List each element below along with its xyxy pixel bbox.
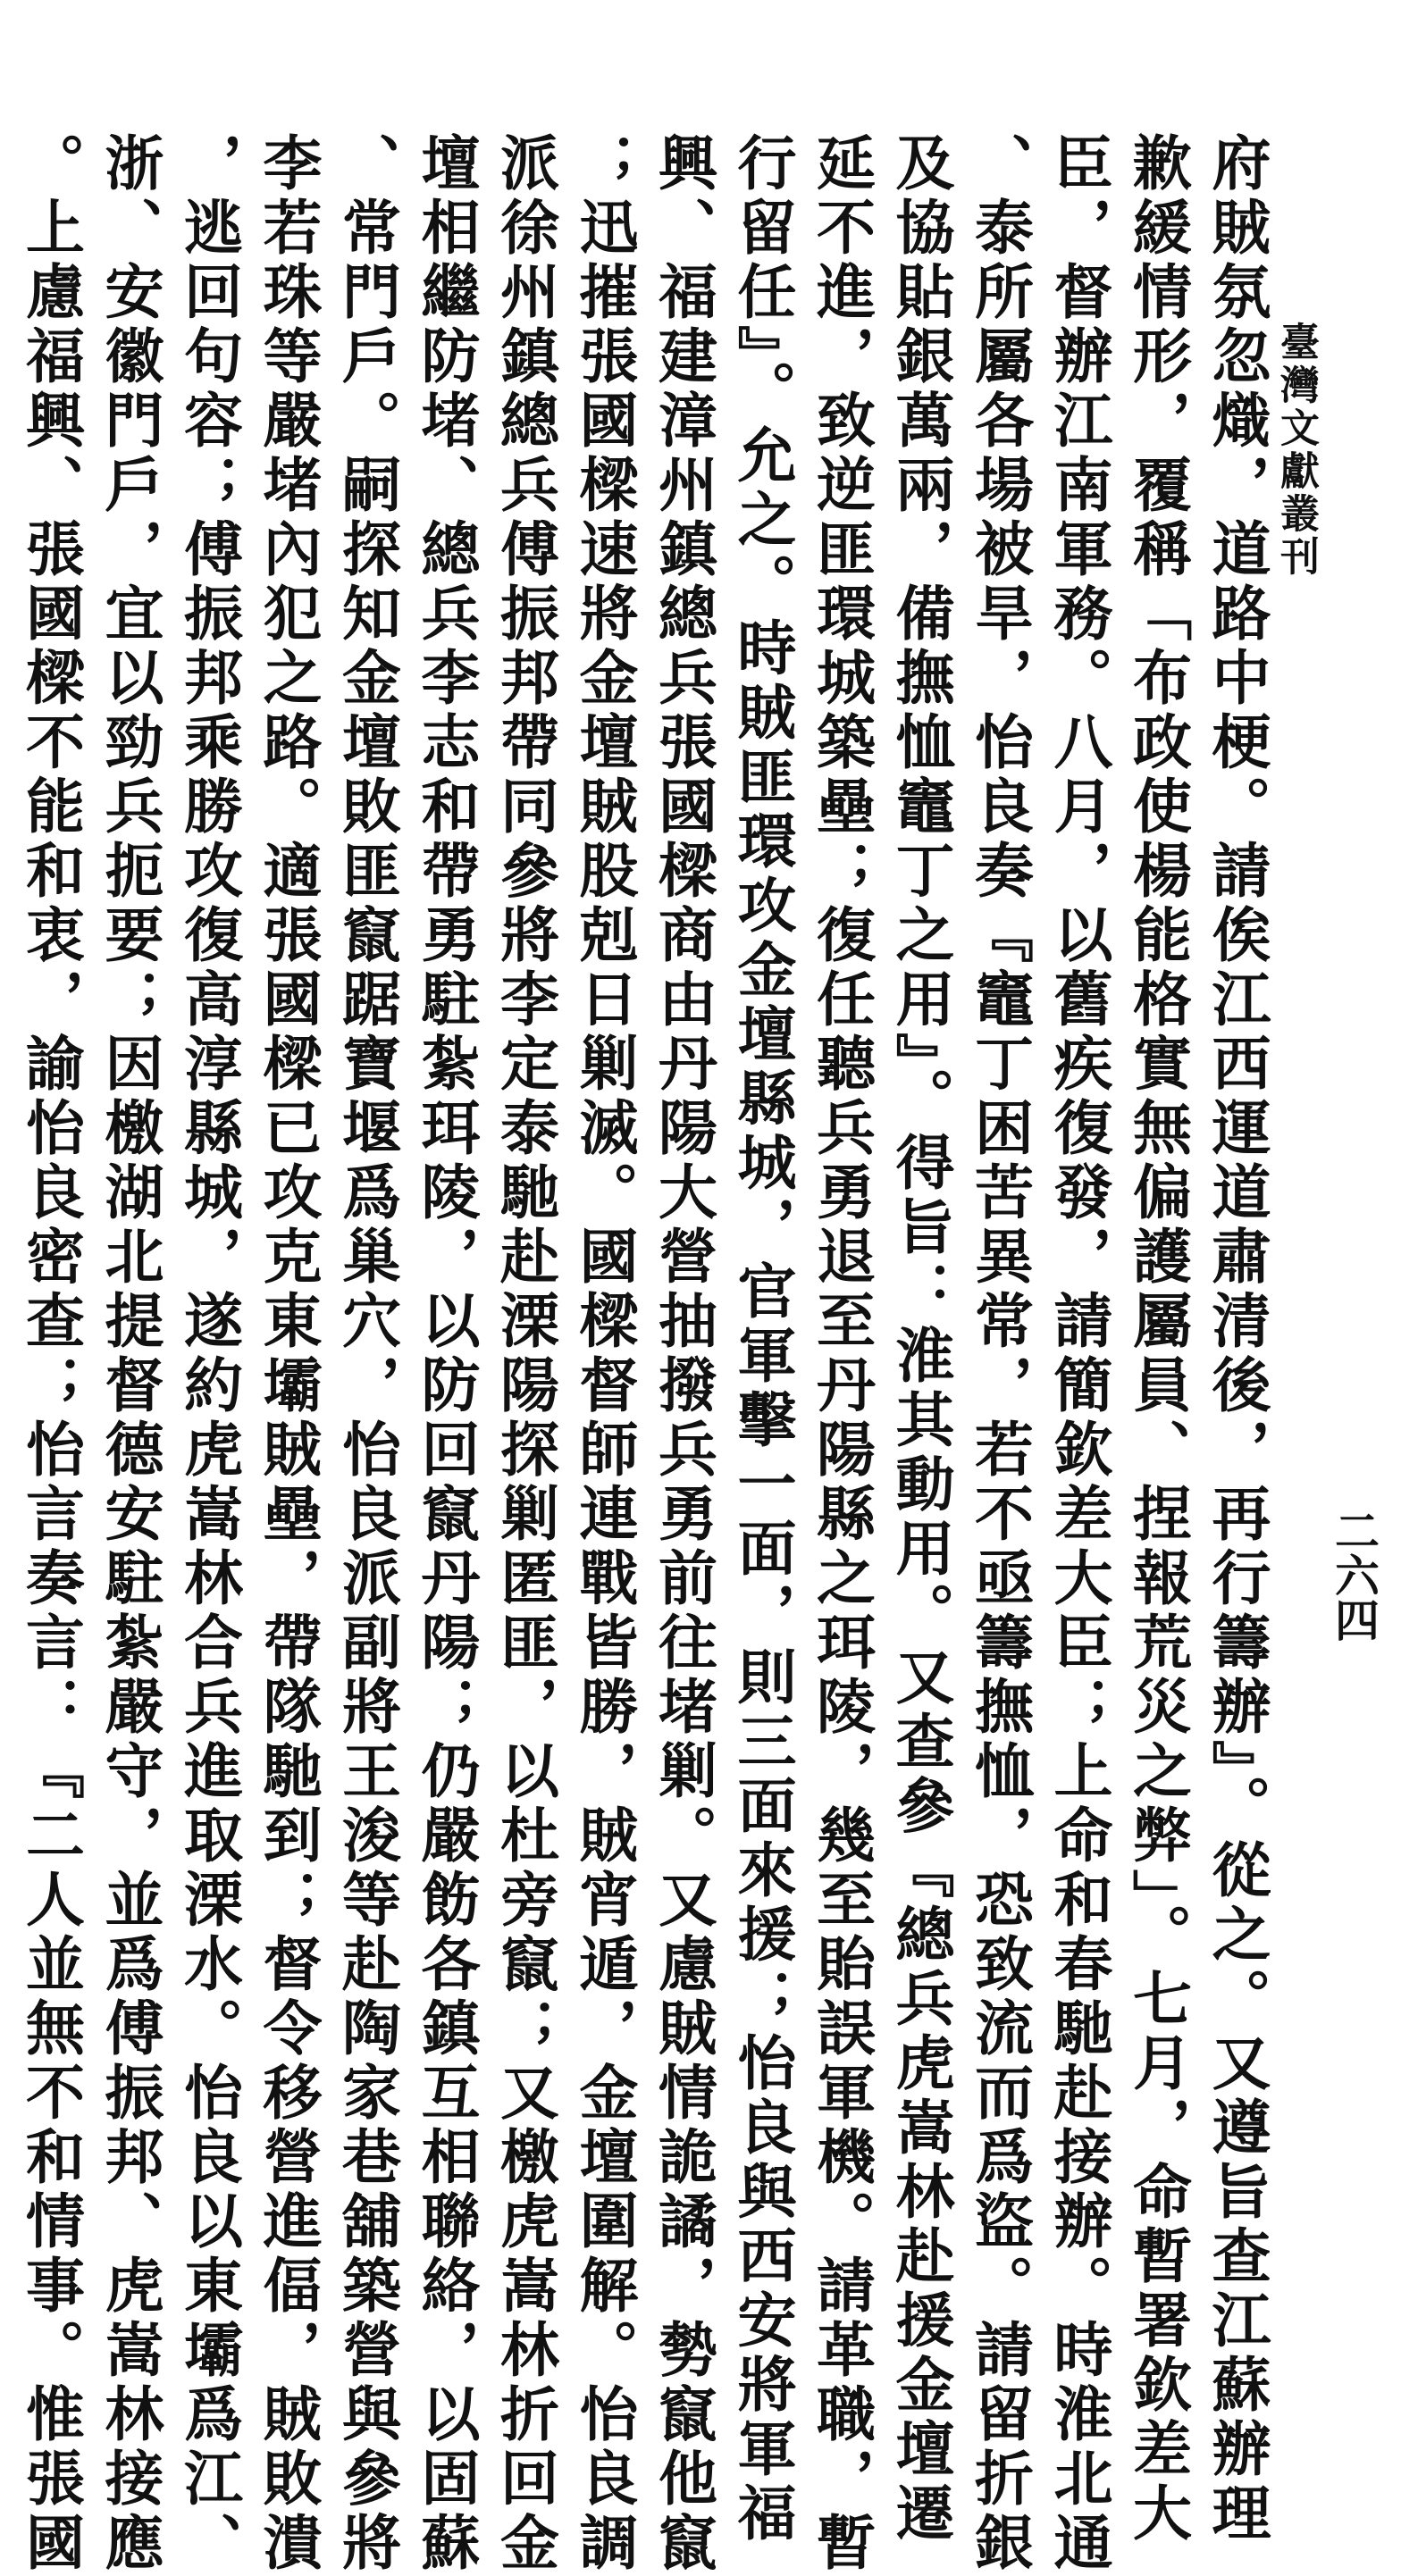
text-column-3: 臣，督辦江南軍務。八月，以舊疾復發，請簡欽差大臣；上命和春馳赴接辦。時淮北通: [1044, 132, 1113, 2576]
series-title: 臺灣文獻叢刊: [1273, 322, 1319, 579]
text-column-1: 府賊氛忽熾，道路中梗。請俟江西運道肅清後，再行籌辦』。從之。又遵旨查江蘇辦理: [1202, 132, 1271, 2547]
text-column-14: ，逃回句容；傅振邦乘勝攻復高淳縣城，遂約虎嵩林合兵進取溧水。怡良以東壩爲江、: [173, 132, 244, 2576]
text-column-2: 歉緩情形，覆稱「布政使楊能格實無偏護屬員、捏報荒災之弊」。七月，命暫署欽差大: [1122, 132, 1193, 2547]
text-column-4: 、泰所屬各場被旱，怡良奏『竈丁困苦異常，若不亟籌撫恤，恐致流而爲盜。請留折銀: [964, 132, 1035, 2576]
text-column-11: 壇相繼防堵、總兵李志和帶勇駐紮珥陵，以防回竄丹陽；仍嚴飭各鎮互相聯絡，以固蘇: [411, 132, 481, 2576]
text-column-15: 浙、安徽門戶，宜以勁兵扼要；因檄湖北提督德安駐紮嚴守，並爲傅振邦、虎嵩林接應: [95, 132, 164, 2576]
text-column-9: ；迅摧張國樑速將金壇賊股剋日剿滅。國樑督師連戰皆勝，賊宵遁，金壇圍解。怡良調: [569, 132, 639, 2576]
text-column-16: 。上慮福興、張國樑不能和衷，諭怡良密查；怡言奏言：『二人並無不和情事。惟張國: [15, 132, 86, 2576]
text-column-13: 李若珠等嚴堵內犯之路。適張國樑已攻克東壩賊壘，帶隊馳到；督令移營進偪，賊敗潰: [253, 132, 323, 2576]
text-column-8: 興、福建漳州鎮總兵張國樑商由丹陽大營抽撥兵勇前往堵剿。又慮賊情詭譎，勢竄他竄: [648, 132, 718, 2576]
text-column-12: 、常門戶。嗣探知金壇敗匪竄踞寶堰爲巢穴，怡良派副將王浚等赴陶家巷舖築營與參將: [331, 132, 402, 2576]
page-number: 二六四: [1328, 1508, 1380, 1642]
text-column-6: 延不進，致逆匪環城築壘；復任聽兵勇退至丹陽縣之珥陵，幾至貽誤軍機。請革職，暫: [806, 132, 877, 2576]
text-column-5: 及協貼銀萬兩，備撫恤竈丁之用』。得旨：淮其動用。又查參『總兵虎嵩林赴援金壇遷: [885, 132, 955, 2547]
text-column-7: 行留任』。允之。時賊匪環攻金壇縣城，官軍擊一面，則三面來援；怡良與西安將軍福: [727, 132, 797, 2547]
text-column-10: 派徐州鎮總兵傅振邦帶同參將李定泰馳赴溧陽探剿匿匪，以杜旁竄；又檄虎嵩林折回金: [490, 132, 560, 2576]
body-text: [15, 132, 1276, 2576]
